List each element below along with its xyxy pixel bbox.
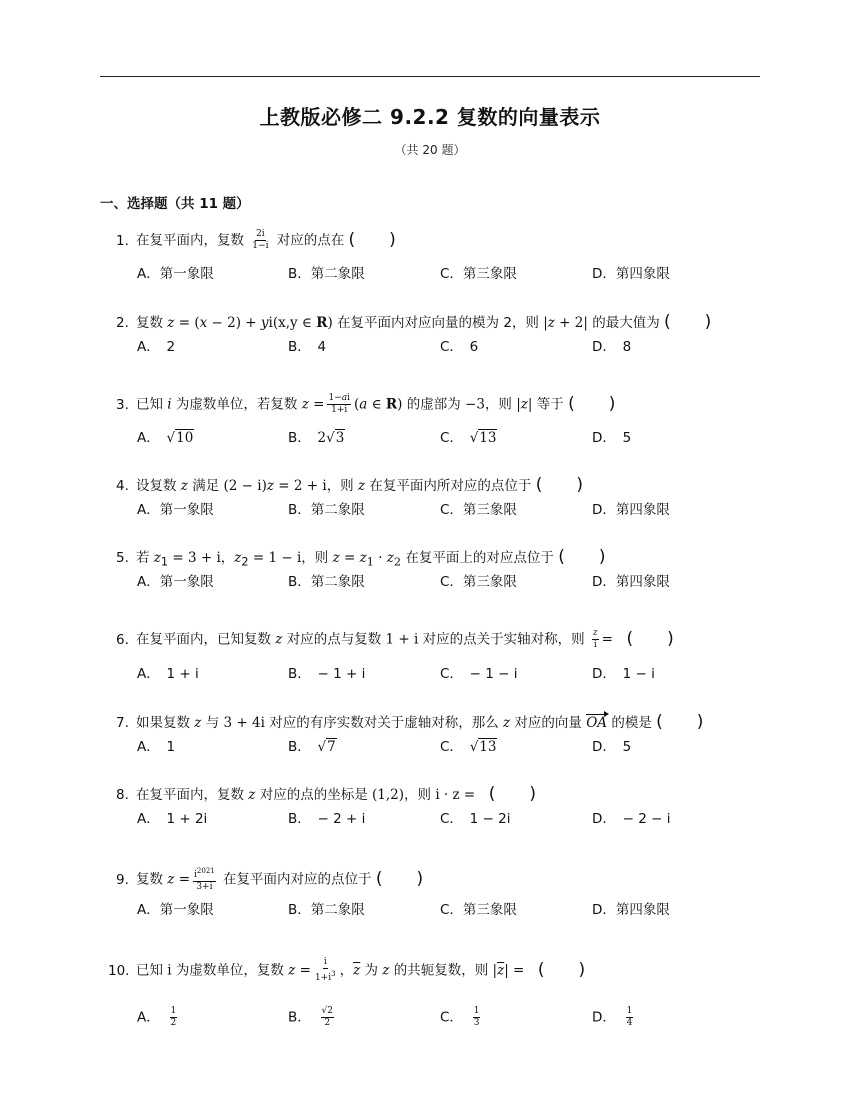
option-c[interactable]: C． 1 − 2i <box>440 811 511 827</box>
option-a[interactable]: A．第一象限 <box>137 266 214 282</box>
question-number: 8. <box>116 787 129 803</box>
option-c[interactable]: C． − 1 − i <box>440 666 518 682</box>
question-3: 3. 已知 i 为虚数单位，若复数 z = $\frac{1-ai}{1+i}$ (a ∈ R) 的虚部为 −3，则 |z| 等于 ( ) <box>116 393 616 415</box>
question-number: 4. <box>116 478 129 494</box>
question-1: 1. 在复平面内，复数 $\frac{2i}{1-i}$ 对应的点在 ( ) <box>116 229 396 251</box>
document-title: 上教版必修二 9.2.2 复数的向量表示 <box>259 105 601 129</box>
options-9 <box>137 900 757 920</box>
question-9: 9. 复数 z = $\frac{i^{2021}}{3+i}$ 在复平面内对应的点位于 ( ) <box>116 867 424 892</box>
option-c[interactable]: C．第三象限 <box>440 902 517 918</box>
question-5: 5. 若 $z_1 = 3 + i$，$z_2 = 1 - i$，则 $z = z_1 \cdot z_2$ 在复平面上的对应点位于 ( ) <box>116 547 606 569</box>
question-number: 5. <box>116 550 129 566</box>
option-b[interactable]: B．第二象限 <box>288 266 365 282</box>
option-b[interactable]: B． √7 <box>288 739 336 755</box>
option-c[interactable]: C． √13 <box>440 430 497 446</box>
option-c[interactable]: C． $\frac{1}{3}$ <box>440 1006 480 1028</box>
question-number: 7. <box>116 715 129 731</box>
top-rule <box>100 76 760 77</box>
fraction: $\frac{1-ai}{1+i}$ <box>328 393 350 415</box>
fraction: $\frac{i^{2021}}{3+i}$ <box>194 867 215 892</box>
option-b[interactable]: B． 4 <box>288 339 327 355</box>
fraction: $\frac{z}{i}$ <box>592 628 598 650</box>
option-b[interactable]: B．第二象限 <box>288 902 365 918</box>
option-d[interactable]: D． 5 <box>592 739 632 755</box>
question-4: 4. 设复数 z 满足 (2 − i)z = 2 + i，则 z 在复平面内所对应的点位于 ( ) <box>116 475 583 495</box>
option-c[interactable]: C．第三象限 <box>440 574 517 590</box>
option-b[interactable]: B． − 2 + i <box>288 811 366 827</box>
option-a[interactable]: A．第一象限 <box>137 574 214 590</box>
option-c[interactable]: C． √13 <box>440 739 497 755</box>
options-2 <box>137 337 757 357</box>
options-1 <box>137 264 757 284</box>
option-c[interactable]: C． 6 <box>440 339 479 355</box>
question-count: （共 20 题） <box>394 143 466 157</box>
option-a[interactable]: A． 1 + 2i <box>137 811 208 827</box>
question-number: 6. <box>116 631 129 648</box>
options-3 <box>137 428 757 448</box>
option-a[interactable]: A． √10 <box>137 430 194 446</box>
option-d[interactable]: D． $\frac{1}{4}$ <box>592 1006 633 1028</box>
option-a[interactable]: A．第一象限 <box>137 902 214 918</box>
option-c[interactable]: C．第三象限 <box>440 502 517 518</box>
question-2: 2. 复数 z = (x − 2) + yi(x,y ∈ R) 在复平面内对应向量的模为 2，则 |z + 2| 的最大值为 ( ) <box>116 312 712 332</box>
option-d[interactable]: D．第四象限 <box>592 574 670 590</box>
option-a[interactable]: A． 2 <box>137 339 176 355</box>
option-d[interactable]: D． − 2 − i <box>592 811 671 827</box>
option-b[interactable]: B．第二象限 <box>288 502 365 518</box>
option-b[interactable]: B．第二象限 <box>288 574 365 590</box>
question-6: 6. 在复平面内，已知复数 z 对应的点与复数 1 + i 对应的点关于实轴对称，则 $\frac{z}{i}$ = ( ) <box>116 628 674 650</box>
option-c[interactable]: C．第三象限 <box>440 266 517 282</box>
question-number: 9. <box>116 871 129 888</box>
fraction: $\frac{2i}{1-i}$ <box>252 229 269 251</box>
option-a[interactable]: A． 1 <box>137 739 176 755</box>
fraction: $\frac{i}{1+i^3}$ <box>314 957 336 983</box>
option-a[interactable]: A． 1 + i <box>137 666 199 682</box>
options-4 <box>137 500 757 520</box>
options-8 <box>137 809 757 829</box>
option-d[interactable]: D． 1 − i <box>592 666 655 682</box>
options-6 <box>137 664 757 684</box>
option-d[interactable]: D． 5 <box>592 430 632 446</box>
options-10 <box>137 1006 757 1026</box>
option-d[interactable]: D．第四象限 <box>592 502 670 518</box>
option-a[interactable]: A． $\frac{1}{2}$ <box>137 1006 177 1028</box>
section-heading: 一、选择题（共 11 题） <box>100 196 250 212</box>
question-10: 10. 已知 i 为虚数单位，复数 z = $\frac{i}{1+i^3}$ ，$\overline{z}$ 为 z 的共轭复数，则 $|\overline{z}|$ = ( ) <box>108 957 586 983</box>
options-7 <box>137 737 757 757</box>
option-b[interactable]: B． − 1 + i <box>288 666 366 682</box>
question-number: 2. <box>116 315 129 331</box>
options-5 <box>137 572 757 592</box>
option-d[interactable]: D．第四象限 <box>592 902 670 918</box>
question-number: 1. <box>116 232 129 249</box>
question-number: 3. <box>116 396 129 413</box>
option-d[interactable]: D． 8 <box>592 339 632 355</box>
option-b[interactable]: B． 2√3 <box>288 430 345 446</box>
question-7: 7. 如果复数 z 与 3 + 4i 对应的有序实数对关于虚轴对称，那么 z 对应的向量 OA 的模是 ( ) <box>116 712 704 732</box>
option-b[interactable]: B． $\frac{√2}{2}$ <box>288 1006 333 1028</box>
question-8: 8. 在复平面内，复数 z 对应的点的坐标是 (1,2)，则 i · z = ( ) <box>116 784 537 804</box>
option-a[interactable]: A．第一象限 <box>137 502 214 518</box>
option-d[interactable]: D．第四象限 <box>592 266 670 282</box>
question-number: 10. <box>108 962 130 979</box>
